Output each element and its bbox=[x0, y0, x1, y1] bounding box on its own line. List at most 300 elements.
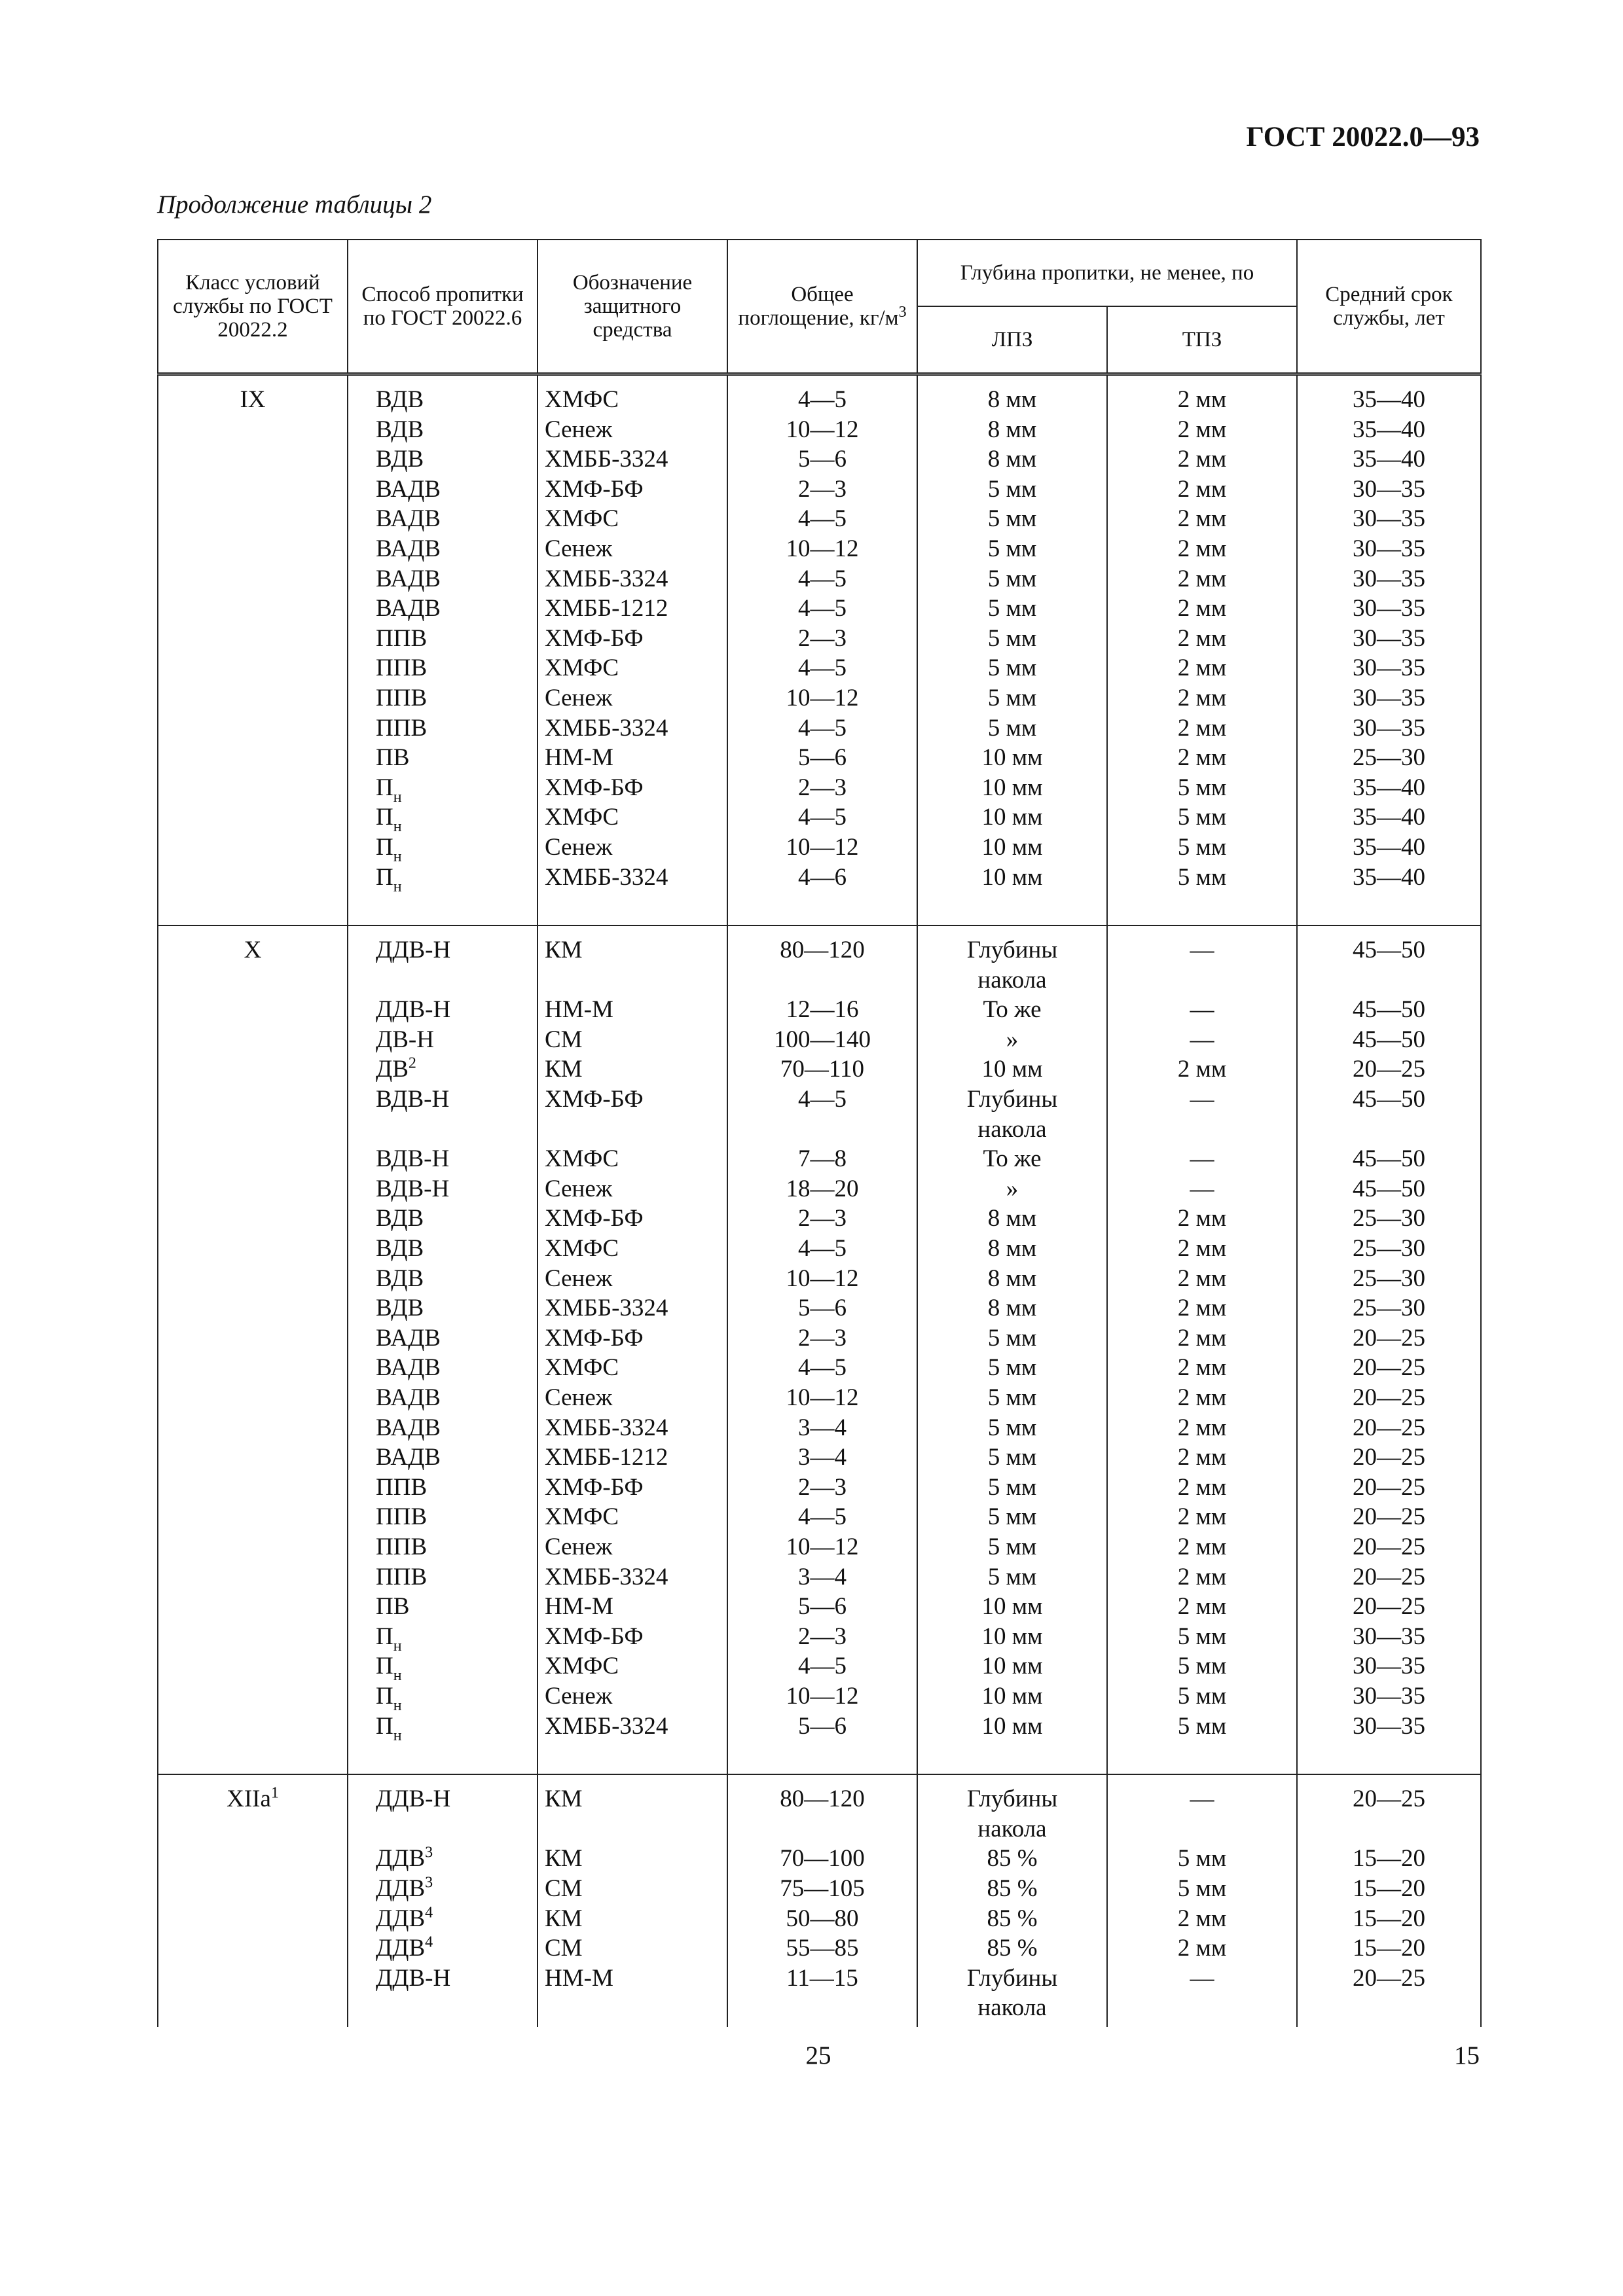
cell-line bbox=[1298, 1592, 1480, 1622]
cell-text: 5 мм bbox=[987, 1354, 1037, 1382]
cell-line bbox=[348, 1964, 537, 1994]
cell-line bbox=[1298, 1712, 1480, 1742]
cell-text: 15—20 bbox=[1353, 1905, 1425, 1932]
cell-line bbox=[918, 773, 1106, 803]
absorption-unit-sup: 3 bbox=[898, 304, 907, 321]
cell-text: 30—35 bbox=[1353, 475, 1425, 503]
cell-text: 10 мм bbox=[981, 804, 1043, 831]
cell-text: 20—25 bbox=[1353, 1964, 1425, 1992]
cell-line bbox=[918, 833, 1106, 863]
page-number-right: 15 bbox=[1454, 2041, 1480, 2070]
cell-line bbox=[918, 743, 1106, 773]
cell-line bbox=[348, 1115, 537, 1145]
cell-text: накола bbox=[977, 1115, 1047, 1143]
method-subscript: н bbox=[393, 848, 402, 863]
cell-line bbox=[538, 1025, 727, 1055]
cell-text: накола bbox=[977, 966, 1047, 994]
cell-line bbox=[728, 594, 917, 624]
cell-line bbox=[918, 653, 1106, 683]
cell-text: 2—3 bbox=[798, 624, 847, 652]
table-group-row bbox=[158, 1774, 1481, 2027]
cell-line bbox=[538, 1115, 727, 1145]
cell-text: 20—25 bbox=[1353, 1354, 1425, 1382]
cell-text: 2 мм bbox=[1177, 1295, 1227, 1322]
cell-text: ВДВ bbox=[376, 1265, 424, 1292]
cell-line bbox=[728, 995, 917, 1025]
cell-line bbox=[1108, 1562, 1296, 1592]
cell-line bbox=[538, 1443, 727, 1473]
cell-line bbox=[918, 475, 1106, 505]
cell-text: 5—6 bbox=[798, 1593, 847, 1621]
cell-line bbox=[538, 1814, 727, 1844]
cell-text: 5 мм bbox=[987, 1533, 1037, 1560]
cell-line bbox=[918, 1264, 1106, 1294]
cell-line bbox=[348, 475, 537, 505]
cell-text: 20—25 bbox=[1353, 1384, 1425, 1411]
cell-line bbox=[728, 1085, 917, 1115]
cell-line bbox=[538, 415, 727, 445]
cell-text: 30—35 bbox=[1353, 505, 1425, 533]
cell-text: П bbox=[376, 1682, 393, 1710]
cell-line bbox=[918, 1413, 1106, 1443]
cell-text: 4—5 bbox=[798, 655, 847, 682]
cell-line bbox=[728, 415, 917, 445]
cell-line bbox=[538, 1413, 727, 1443]
cell-text: ХМФС bbox=[545, 1354, 619, 1382]
cell-line bbox=[1298, 475, 1480, 505]
cell-line bbox=[348, 833, 537, 863]
cell-text: 10 мм bbox=[981, 774, 1043, 801]
table-group-row bbox=[158, 374, 1481, 926]
cell-line bbox=[1108, 1473, 1296, 1503]
cell-text: ХМББ-3324 bbox=[545, 565, 668, 592]
cell-line bbox=[728, 713, 917, 744]
cell-line bbox=[538, 1293, 727, 1323]
cell-line bbox=[1298, 1964, 1480, 1994]
cell-line bbox=[1108, 1592, 1296, 1622]
cell-line bbox=[1108, 1814, 1296, 1844]
cell-line bbox=[348, 1413, 537, 1443]
cell-text: 20—25 bbox=[1353, 1533, 1425, 1560]
cell-line bbox=[1298, 1502, 1480, 1532]
cell-line bbox=[1298, 1562, 1480, 1592]
cell-line bbox=[728, 743, 917, 773]
cell-text: 2—3 bbox=[798, 1324, 847, 1352]
cell-text: ППВ bbox=[376, 1563, 428, 1590]
cell-line bbox=[348, 624, 537, 654]
cell-text: КМ bbox=[545, 1905, 583, 1932]
cell-line bbox=[728, 1413, 917, 1443]
cell-text: П bbox=[376, 1653, 393, 1680]
cell-text: 8 мм bbox=[987, 1265, 1037, 1292]
cell-text: НМ-М bbox=[545, 1964, 613, 1992]
cell-line bbox=[918, 1443, 1106, 1473]
cell-line bbox=[1108, 1234, 1296, 1264]
cell-line bbox=[728, 1115, 917, 1145]
service-class-text bbox=[158, 385, 347, 415]
cell-line bbox=[348, 1933, 537, 1964]
cell-text: НМ-М bbox=[545, 1593, 613, 1621]
cell-line bbox=[1298, 1443, 1480, 1473]
cell-text: 15—20 bbox=[1353, 1935, 1425, 1962]
cell-text: 10 мм bbox=[981, 1056, 1043, 1083]
cell-line bbox=[728, 802, 917, 833]
cell-line bbox=[918, 802, 1106, 833]
cell-text: 30—35 bbox=[1353, 1712, 1425, 1740]
cell-text: 4—5 bbox=[798, 804, 847, 831]
cell-line bbox=[348, 1293, 537, 1323]
cell-text: КМ bbox=[545, 1785, 583, 1813]
cell-line bbox=[918, 1904, 1106, 1934]
cell-line bbox=[538, 1234, 727, 1264]
cell-line bbox=[348, 935, 537, 965]
cell-text: 2 мм bbox=[1177, 565, 1227, 592]
cell-line bbox=[1298, 1054, 1480, 1085]
cell-line bbox=[728, 444, 917, 475]
cell-line bbox=[918, 1651, 1106, 1681]
cell-text: Сенеж bbox=[545, 1384, 613, 1411]
col-header-tpz: ТПЗ bbox=[1107, 306, 1297, 374]
cell-line bbox=[348, 534, 537, 564]
col-header-absorption bbox=[727, 240, 917, 374]
cell-line bbox=[538, 1353, 727, 1383]
cell-line bbox=[728, 1592, 917, 1622]
cell-line bbox=[1298, 1844, 1480, 1874]
cell-line bbox=[1108, 683, 1296, 713]
method-subscript: н bbox=[393, 878, 402, 893]
cell-text: Глубины bbox=[966, 1785, 1058, 1813]
cell-text: 11—15 bbox=[786, 1964, 858, 1992]
cell-line bbox=[348, 1383, 537, 1413]
cell-line bbox=[1108, 475, 1296, 505]
cell-text: Сенеж bbox=[545, 416, 613, 443]
cell-line bbox=[1298, 624, 1480, 654]
cell-line bbox=[348, 1323, 537, 1354]
cell-line bbox=[918, 713, 1106, 744]
cell-text: 10 мм bbox=[981, 1712, 1043, 1740]
cell-line bbox=[728, 1933, 917, 1964]
cell-text: 8 мм bbox=[987, 416, 1037, 443]
cell-line bbox=[538, 802, 727, 833]
cell-line bbox=[918, 1592, 1106, 1622]
cell-text: НМ-М bbox=[545, 996, 613, 1024]
cell-absorption bbox=[727, 1774, 917, 2027]
footnote-marker: 2 bbox=[408, 1055, 416, 1073]
cell-text: Сенеж bbox=[545, 1682, 613, 1710]
cell-text: 2 мм bbox=[1177, 1473, 1227, 1501]
cell-text: 55—85 bbox=[786, 1935, 859, 1962]
cell-text: 7—8 bbox=[798, 1145, 847, 1173]
cell-text: ПВ bbox=[376, 1593, 410, 1621]
cell-line bbox=[348, 802, 537, 833]
cell-text: 5 мм bbox=[987, 595, 1037, 622]
cell-text: ДДВ-Н bbox=[376, 937, 451, 964]
cell-line bbox=[538, 1993, 727, 2023]
cell-line bbox=[918, 1964, 1106, 1994]
cell-text: 20—25 bbox=[1353, 1503, 1425, 1531]
cell-text: 4—6 bbox=[798, 863, 847, 891]
cell-line bbox=[1108, 1323, 1296, 1354]
cell-text: 35—40 bbox=[1353, 804, 1425, 831]
cell-line bbox=[1298, 534, 1480, 564]
cell-line bbox=[1108, 1025, 1296, 1055]
cell-text: 2 мм bbox=[1177, 1935, 1227, 1962]
cell-text: 5 мм bbox=[1177, 833, 1227, 861]
cell-line bbox=[1298, 653, 1480, 683]
cell-text: 8 мм bbox=[987, 446, 1037, 473]
cell-text: 2 мм bbox=[1177, 1533, 1227, 1560]
cell-line bbox=[1108, 935, 1296, 965]
cell-line bbox=[348, 863, 537, 893]
service-class-text bbox=[158, 935, 347, 965]
cell-line bbox=[918, 683, 1106, 713]
cell-line bbox=[538, 1784, 727, 1814]
cell-line bbox=[918, 1874, 1106, 1904]
cell-line bbox=[538, 833, 727, 863]
cell-text: 2—3 bbox=[798, 475, 847, 503]
cell-line bbox=[728, 1904, 917, 1934]
cell-text: ВДВ-Н bbox=[376, 1086, 450, 1113]
cell-text: ХМФ-БФ bbox=[545, 1623, 644, 1650]
cell-text: 30—35 bbox=[1353, 1653, 1425, 1680]
cell-line bbox=[1108, 1964, 1296, 1994]
cell-service-class bbox=[158, 374, 348, 926]
cell-text: 2 мм bbox=[1177, 1414, 1227, 1441]
cell-line bbox=[918, 534, 1106, 564]
cell-text: Сенеж bbox=[545, 1175, 613, 1202]
cell-text: 35—40 bbox=[1353, 416, 1425, 443]
cell-line bbox=[348, 1681, 537, 1712]
cell-line bbox=[918, 995, 1106, 1025]
cell-text: 5 мм bbox=[987, 565, 1037, 592]
cell-text: 4—5 bbox=[798, 1235, 847, 1263]
cell-text: ДДВ bbox=[376, 1845, 426, 1873]
cell-text: ВАДВ bbox=[376, 535, 441, 562]
cell-line bbox=[1108, 624, 1296, 654]
cell-line bbox=[538, 564, 727, 594]
impregnation-table bbox=[157, 239, 1482, 2027]
cell-line bbox=[1108, 802, 1296, 833]
cell-line bbox=[1298, 1532, 1480, 1562]
cell-line bbox=[1298, 1174, 1480, 1204]
cell-line bbox=[538, 1562, 727, 1592]
cell-text: СМ bbox=[545, 1935, 583, 1962]
cell-line bbox=[1108, 1712, 1296, 1742]
cell-text: 5 мм bbox=[1177, 1712, 1227, 1740]
footnote-marker: 3 bbox=[425, 1874, 433, 1892]
cell-text: ППВ bbox=[376, 714, 428, 742]
cell-text: 2 мм bbox=[1177, 386, 1227, 413]
cell-text: 5 мм bbox=[987, 535, 1037, 562]
cell-text: 35—40 bbox=[1353, 386, 1425, 413]
cell-line bbox=[918, 1085, 1106, 1115]
cell-text: 35—40 bbox=[1353, 774, 1425, 801]
cell-line bbox=[538, 1383, 727, 1413]
cell-line bbox=[728, 1443, 917, 1473]
cell-line bbox=[538, 1592, 727, 1622]
cell-text: ХМББ-1212 bbox=[545, 1444, 668, 1471]
cell-text: ВАДВ bbox=[376, 565, 441, 592]
cell-text: — bbox=[1190, 1785, 1214, 1813]
cell-line bbox=[348, 1904, 537, 1934]
cell-line bbox=[1298, 594, 1480, 624]
cell-line bbox=[1108, 965, 1296, 996]
footnote-marker: 1 bbox=[270, 1784, 279, 1802]
cell-text: ВДВ bbox=[376, 416, 424, 443]
cell-line bbox=[728, 1784, 917, 1814]
cell-text: ВАДВ bbox=[376, 1444, 441, 1471]
cell-text: 15—20 bbox=[1353, 1845, 1425, 1873]
cell-line bbox=[1298, 1085, 1480, 1115]
cell-line bbox=[1298, 1993, 1480, 2023]
cell-line bbox=[538, 475, 727, 505]
cell-line bbox=[348, 773, 537, 803]
cell-text: 30—35 bbox=[1353, 684, 1425, 711]
cell-text: 45—50 bbox=[1353, 937, 1425, 964]
cell-line bbox=[538, 1681, 727, 1712]
cell-line bbox=[1298, 1933, 1480, 1964]
cell-text: ХМФ-БФ bbox=[545, 475, 644, 503]
service-class-label: XIIа bbox=[227, 1785, 271, 1813]
cell-text: 70—110 bbox=[780, 1056, 865, 1083]
cell-line bbox=[1298, 504, 1480, 534]
cell-text: 5 мм bbox=[1177, 804, 1227, 831]
cell-service-life bbox=[1297, 374, 1481, 926]
cell-line bbox=[348, 1592, 537, 1622]
cell-text: 18—20 bbox=[786, 1175, 859, 1202]
cell-text: 20—25 bbox=[1353, 1444, 1425, 1471]
cell-line bbox=[1108, 1144, 1296, 1174]
cell-line bbox=[728, 1353, 917, 1383]
service-class-label: X bbox=[244, 937, 262, 964]
cell-line bbox=[538, 385, 727, 415]
cell-text: 5 мм bbox=[987, 624, 1037, 652]
cell-line bbox=[728, 1712, 917, 1742]
cell-text: 2 мм bbox=[1177, 535, 1227, 562]
cell-text: 2 мм bbox=[1177, 1354, 1227, 1382]
cell-text: 10—12 bbox=[786, 1265, 859, 1292]
cell-line bbox=[348, 653, 537, 683]
cell-text: ХМФ-БФ bbox=[545, 624, 644, 652]
cell-text: 5 мм bbox=[987, 1384, 1037, 1411]
cell-line bbox=[1298, 802, 1480, 833]
cell-text: П bbox=[376, 1712, 393, 1740]
cell-line bbox=[918, 1502, 1106, 1532]
cell-line bbox=[918, 1293, 1106, 1323]
cell-text: » bbox=[1006, 1175, 1019, 1202]
method-subscript: н bbox=[393, 1667, 402, 1681]
cell-text: 2 мм bbox=[1177, 1205, 1227, 1232]
cell-line bbox=[728, 683, 917, 713]
cell-text: ХМФС bbox=[545, 1503, 619, 1531]
cell-text: 2 мм bbox=[1177, 446, 1227, 473]
cell-text: 2—3 bbox=[798, 1205, 847, 1232]
cell-line bbox=[728, 1383, 917, 1413]
cell-line bbox=[1108, 1874, 1296, 1904]
cell-text: Сенеж bbox=[545, 684, 613, 711]
cell-line bbox=[728, 1562, 917, 1592]
cell-line bbox=[728, 504, 917, 534]
cell-text: ДДВ bbox=[376, 1905, 426, 1932]
method-subscript: н bbox=[393, 1637, 402, 1652]
cell-text: ВАДВ bbox=[376, 475, 441, 503]
cell-line bbox=[1298, 1234, 1480, 1264]
cell-text: 75—105 bbox=[780, 1874, 865, 1902]
cell-line bbox=[348, 1473, 537, 1503]
cell-line bbox=[538, 1712, 727, 1742]
cell-text: 8 мм bbox=[987, 1235, 1037, 1263]
cell-line bbox=[348, 1264, 537, 1294]
cell-text: Глубины bbox=[966, 1086, 1058, 1113]
table-body bbox=[158, 374, 1481, 2027]
cell-line bbox=[918, 1933, 1106, 1964]
cell-line bbox=[1298, 415, 1480, 445]
cell-text: ДДВ-Н bbox=[376, 1964, 451, 1992]
cell-text: Сенеж bbox=[545, 833, 613, 861]
method-subscript: н bbox=[393, 1696, 402, 1712]
cell-line bbox=[918, 1712, 1106, 1742]
cell-line bbox=[728, 1054, 917, 1085]
cell-line bbox=[1298, 1353, 1480, 1383]
cell-text: 35—40 bbox=[1353, 833, 1425, 861]
cell-text: 80—120 bbox=[780, 937, 865, 964]
cell-absorption bbox=[727, 925, 917, 1774]
cell-line bbox=[728, 1993, 917, 2023]
cell-text: ВАДВ bbox=[376, 1384, 441, 1411]
cell-line bbox=[1298, 1144, 1480, 1174]
cell-line bbox=[918, 415, 1106, 445]
absorption-label: Общее поглощение, кг/м bbox=[738, 283, 899, 330]
footnote-marker: 4 bbox=[425, 1933, 433, 1951]
cell-line bbox=[728, 1844, 917, 1874]
cell-line bbox=[728, 385, 917, 415]
cell-text: ХМФС bbox=[545, 386, 619, 413]
cell-line bbox=[728, 1234, 917, 1264]
cell-text: ППВ bbox=[376, 624, 428, 652]
cell-text: КМ bbox=[545, 937, 583, 964]
cell-line bbox=[1108, 1293, 1296, 1323]
cell-line bbox=[538, 1502, 727, 1532]
cell-text: Сенеж bbox=[545, 1265, 613, 1292]
cell-text: 5 мм bbox=[1177, 1845, 1227, 1873]
cell-line bbox=[538, 653, 727, 683]
cell-text: ДДВ bbox=[376, 1935, 426, 1962]
cell-line bbox=[348, 995, 537, 1025]
cell-line bbox=[538, 965, 727, 996]
cell-line bbox=[348, 1085, 537, 1115]
cell-line bbox=[1298, 713, 1480, 744]
cell-line bbox=[728, 1681, 917, 1712]
cell-line bbox=[348, 1844, 537, 1874]
cell-line bbox=[728, 1532, 917, 1562]
cell-text: ППВ bbox=[376, 1473, 428, 1501]
cell-text: 30—35 bbox=[1353, 714, 1425, 742]
cell-line bbox=[728, 1025, 917, 1055]
cell-line bbox=[1108, 833, 1296, 863]
cell-text: — bbox=[1190, 1145, 1214, 1173]
cell-line bbox=[538, 1085, 727, 1115]
cell-line bbox=[538, 1622, 727, 1652]
cell-impregnation-method bbox=[348, 374, 538, 926]
cell-line bbox=[1108, 1844, 1296, 1874]
cell-text: ХМББ-3324 bbox=[545, 714, 668, 742]
cell-text: 20—25 bbox=[1353, 1324, 1425, 1352]
cell-text: 100—140 bbox=[774, 1026, 871, 1053]
cell-line bbox=[918, 594, 1106, 624]
cell-line bbox=[728, 1964, 917, 1994]
cell-line bbox=[348, 385, 537, 415]
cell-text: 4—5 bbox=[798, 386, 847, 413]
